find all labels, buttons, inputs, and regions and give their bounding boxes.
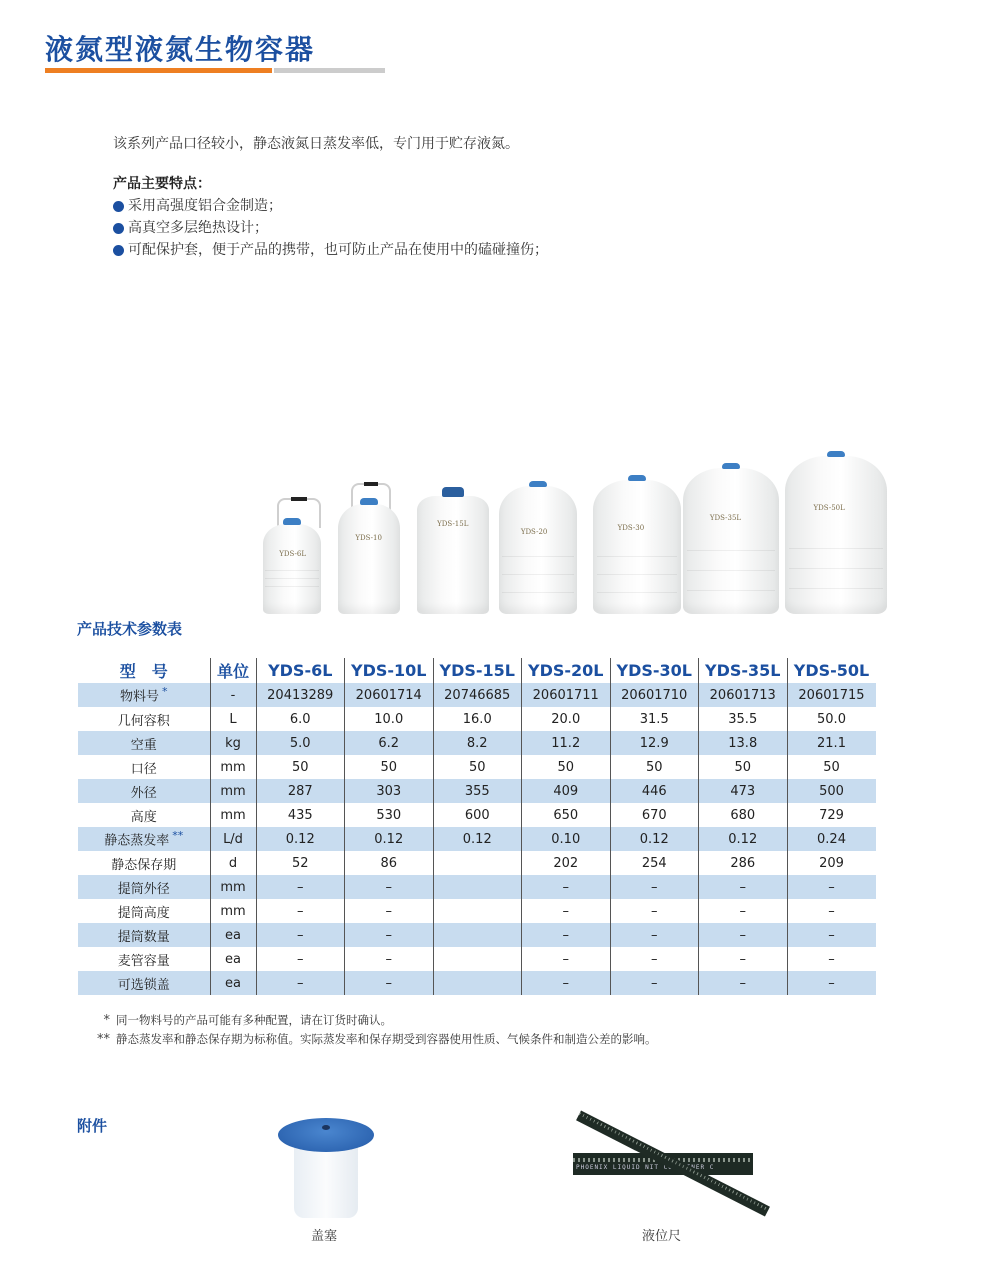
spec-value: – bbox=[699, 899, 788, 923]
param-name: 提筒数量 bbox=[78, 923, 210, 947]
level-ruler-label: 液位尺 bbox=[642, 1229, 682, 1244]
spec-value: – bbox=[256, 875, 345, 899]
bullet-icon bbox=[113, 223, 124, 234]
column-header-yds-20l: YDS-20L bbox=[522, 658, 611, 683]
spec-value: – bbox=[256, 947, 345, 971]
param-name: 静态蒸发率 ** bbox=[78, 827, 210, 851]
spec-value bbox=[433, 923, 522, 947]
spec-value: 446 bbox=[610, 779, 699, 803]
tank-image-yds-35l bbox=[683, 468, 779, 614]
column-header-yds-50l: YDS-50L bbox=[793, 661, 870, 680]
features-list bbox=[113, 195, 548, 261]
spec-row bbox=[78, 803, 876, 827]
lid-stopper-image bbox=[278, 1118, 374, 1220]
spec-value: – bbox=[256, 899, 345, 923]
param-unit: L/d bbox=[210, 827, 256, 851]
param-name: 静态保存期 bbox=[111, 857, 177, 873]
spec-value: 50 bbox=[433, 755, 522, 779]
feature-text: 采用高强度铝合金制造； bbox=[128, 198, 282, 214]
spec-value: 20413289 bbox=[256, 683, 345, 707]
product-photo-lineup bbox=[255, 450, 895, 620]
spec-row bbox=[78, 947, 876, 971]
spec-value: 530 bbox=[345, 803, 434, 827]
footnote-marker: * bbox=[162, 685, 168, 699]
tank-label: YDS-35L bbox=[709, 514, 742, 522]
column-header-yds-6l: YDS-6L bbox=[256, 658, 345, 683]
spec-row bbox=[78, 779, 876, 803]
spec-value: – bbox=[345, 875, 434, 899]
feature-text: 可配保护套，便于产品的携带，也可防止产品在使用中的磕碰撞伤； bbox=[128, 242, 548, 258]
param-unit: mm bbox=[210, 875, 256, 899]
param-unit: mm bbox=[210, 779, 256, 803]
spec-value: 50 bbox=[345, 755, 434, 779]
param-unit: L bbox=[210, 707, 256, 731]
param-name: 可选锁盖 bbox=[78, 971, 210, 995]
accessories-title: 附件 bbox=[77, 1117, 108, 1135]
footnote-mark: ** bbox=[97, 1032, 110, 1047]
param-name: 麦管容量 bbox=[117, 953, 170, 969]
spec-value: 20.0 bbox=[522, 707, 611, 731]
param-unit: mm bbox=[210, 803, 256, 827]
spec-row bbox=[78, 851, 876, 875]
footnote bbox=[84, 1011, 657, 1030]
spec-value: 16.0 bbox=[433, 707, 522, 731]
param-unit: kg bbox=[210, 731, 256, 755]
spec-value: 286 bbox=[699, 851, 788, 875]
spec-value: – bbox=[699, 947, 788, 971]
param-name: 外径 bbox=[78, 779, 210, 803]
tank-image-yds-30 bbox=[593, 480, 681, 614]
spec-value: 600 bbox=[433, 803, 522, 827]
spec-value: – bbox=[828, 951, 835, 967]
spec-value: 20746685 bbox=[433, 683, 522, 707]
spec-value: 35.5 bbox=[699, 707, 788, 731]
tank-image-yds-50l bbox=[785, 456, 887, 614]
footnotes bbox=[84, 1011, 657, 1049]
spec-value: – bbox=[345, 971, 434, 995]
spec-value: 409 bbox=[522, 779, 611, 803]
spec-value: 0.12 bbox=[433, 827, 522, 851]
spec-value: 10.0 bbox=[345, 707, 434, 731]
spec-row bbox=[78, 683, 876, 707]
tank-label: YDS-6L bbox=[279, 550, 306, 558]
param-name: 空重 bbox=[78, 731, 210, 755]
tank-image-yds-15l bbox=[417, 496, 489, 614]
spec-value: – bbox=[345, 899, 434, 923]
spec-value: – bbox=[610, 923, 699, 947]
spec-row bbox=[78, 923, 876, 947]
column-header-unit: 单位 bbox=[210, 658, 256, 683]
spec-value: 287 bbox=[256, 779, 345, 803]
spec-value: 6.0 bbox=[256, 707, 345, 731]
param-unit: mm bbox=[210, 755, 256, 779]
spec-value: – bbox=[345, 947, 434, 971]
spec-value: – bbox=[787, 971, 876, 995]
spec-value: – bbox=[699, 875, 788, 899]
spec-value: 0.12 bbox=[610, 827, 699, 851]
spec-value: 473 bbox=[699, 779, 788, 803]
spec-value: – bbox=[256, 971, 345, 995]
spec-value: 8.2 bbox=[433, 731, 522, 755]
title-underline-accent bbox=[45, 68, 272, 73]
spec-value: 729 bbox=[819, 807, 844, 823]
spec-value: 355 bbox=[433, 779, 522, 803]
spec-value: – bbox=[828, 903, 835, 919]
tank-label: YDS-50L bbox=[813, 504, 845, 512]
tank-label: YDS-15L bbox=[437, 520, 469, 528]
spec-header-row bbox=[78, 658, 876, 683]
column-header-yds-35l: YDS-35L bbox=[699, 658, 788, 683]
spec-value: 12.9 bbox=[610, 731, 699, 755]
spec-value: 20601713 bbox=[699, 683, 788, 707]
spec-value: 50 bbox=[522, 755, 611, 779]
param-name: 提筒外径 bbox=[78, 875, 210, 899]
param-name: 几何容积 bbox=[117, 713, 170, 729]
spec-value: 13.8 bbox=[699, 731, 788, 755]
spec-row bbox=[78, 827, 876, 851]
title-underline-gray bbox=[274, 68, 385, 73]
spec-value: 0.12 bbox=[699, 827, 788, 851]
spec-value: – bbox=[522, 899, 611, 923]
spec-value: 680 bbox=[699, 803, 788, 827]
spec-value: 0.12 bbox=[256, 827, 345, 851]
param-name: 高度 bbox=[130, 809, 157, 825]
feature-item bbox=[113, 195, 548, 217]
spec-value: – bbox=[699, 923, 788, 947]
footnote bbox=[84, 1030, 657, 1049]
param-unit: ea bbox=[210, 947, 256, 971]
spec-value: 11.2 bbox=[522, 731, 611, 755]
spec-value: – bbox=[610, 947, 699, 971]
footnote-text: 静态蒸发率和静态保存期为标称值。实际蒸发率和保存期受到容器使用性质、气候条件和制造公差的影响。 bbox=[116, 1032, 657, 1046]
param-unit: ea bbox=[210, 971, 256, 995]
spec-value: 50.0 bbox=[817, 711, 846, 727]
param-name: 物料号 * bbox=[78, 683, 210, 707]
param-unit: - bbox=[210, 683, 256, 707]
spec-value: – bbox=[522, 947, 611, 971]
spec-table-title: 产品技术参数表 bbox=[77, 620, 183, 638]
spec-value: 303 bbox=[345, 779, 434, 803]
footnote-marker: ** bbox=[172, 829, 184, 843]
feature-item bbox=[113, 217, 548, 239]
spec-value: 650 bbox=[522, 803, 611, 827]
spec-value: 0.24 bbox=[787, 827, 876, 851]
spec-value: 20601710 bbox=[610, 683, 699, 707]
column-header-yds-10l: YDS-10L bbox=[345, 658, 434, 683]
column-header-yds-15l: YDS-15L bbox=[433, 658, 522, 683]
spec-value: – bbox=[522, 971, 611, 995]
feature-text: 高真空多层绝热设计； bbox=[128, 220, 268, 236]
spec-value bbox=[433, 875, 522, 899]
tank-image-yds-20 bbox=[499, 486, 577, 614]
spec-row bbox=[78, 707, 876, 731]
footnote-text: 同一物料号的产品可能有多种配置，请在订货时确认。 bbox=[116, 1013, 392, 1027]
spec-value bbox=[433, 899, 522, 923]
tank-image-yds-10 bbox=[338, 504, 400, 614]
spec-value: – bbox=[345, 923, 434, 947]
spec-value: 6.2 bbox=[345, 731, 434, 755]
spec-value bbox=[433, 971, 522, 995]
spec-value: 20601711 bbox=[522, 683, 611, 707]
page-title: 液氮型液氮生物容器 bbox=[45, 33, 316, 66]
footnote-mark: * bbox=[103, 1013, 110, 1028]
spec-value: – bbox=[610, 899, 699, 923]
ruler-text: PHOENIX LIQUID NIT CONTAINER C bbox=[573, 1153, 753, 1175]
spec-value: – bbox=[522, 875, 611, 899]
spec-row bbox=[78, 875, 876, 899]
spec-value: 50 bbox=[699, 755, 788, 779]
spec-row bbox=[78, 899, 876, 923]
spec-value: 21.1 bbox=[787, 731, 876, 755]
spec-table bbox=[78, 658, 876, 995]
param-unit: mm bbox=[210, 899, 256, 923]
spec-value: 254 bbox=[610, 851, 699, 875]
column-header-yds-30l: YDS-30L bbox=[610, 658, 699, 683]
spec-value: – bbox=[522, 923, 611, 947]
spec-value: 435 bbox=[256, 803, 345, 827]
lid-stopper-label: 盖塞 bbox=[311, 1229, 338, 1244]
spec-row bbox=[78, 731, 876, 755]
spec-value: – bbox=[787, 875, 876, 899]
spec-row bbox=[78, 755, 876, 779]
spec-value: 0.10 bbox=[522, 827, 611, 851]
spec-value: 209 bbox=[819, 855, 844, 871]
features-title: 产品主要特点： bbox=[113, 176, 211, 192]
spec-value: – bbox=[787, 923, 876, 947]
spec-value: 50 bbox=[823, 759, 840, 775]
param-unit: d bbox=[210, 851, 256, 875]
tank-label: YDS-30 bbox=[617, 524, 645, 532]
spec-value: 202 bbox=[522, 851, 611, 875]
spec-value: 31.5 bbox=[610, 707, 699, 731]
tank-label: YDS-10 bbox=[355, 534, 382, 542]
spec-value: 50 bbox=[610, 755, 699, 779]
title-underline bbox=[45, 68, 385, 73]
spec-row bbox=[78, 971, 876, 995]
spec-value: 500 bbox=[787, 779, 876, 803]
feature-item bbox=[113, 239, 548, 261]
spec-value: 20601715 bbox=[787, 683, 876, 707]
param-unit: ea bbox=[210, 923, 256, 947]
intro-text: 该系列产品口径较小，静态液氮日蒸发率低，专门用于贮存液氮。 bbox=[113, 136, 519, 152]
param-name: 提筒高度 bbox=[117, 905, 170, 921]
spec-value: 50 bbox=[256, 755, 345, 779]
spec-value bbox=[433, 851, 522, 875]
spec-value: 86 bbox=[345, 851, 434, 875]
spec-value: – bbox=[699, 971, 788, 995]
spec-value: 5.0 bbox=[256, 731, 345, 755]
bullet-icon bbox=[113, 201, 124, 212]
column-header-model: 型 号 bbox=[119, 662, 168, 681]
spec-value: – bbox=[610, 971, 699, 995]
tank-label: YDS-20 bbox=[520, 528, 548, 536]
spec-value bbox=[433, 947, 522, 971]
param-name: 口径 bbox=[130, 761, 157, 777]
spec-value: 52 bbox=[256, 851, 345, 875]
spec-value: 20601714 bbox=[345, 683, 434, 707]
tank-image-yds-6l bbox=[263, 524, 321, 614]
level-ruler-image bbox=[573, 1110, 758, 1210]
bullet-icon bbox=[113, 245, 124, 256]
spec-value: 0.12 bbox=[345, 827, 434, 851]
spec-value: 670 bbox=[610, 803, 699, 827]
spec-value: – bbox=[256, 923, 345, 947]
spec-value: – bbox=[610, 875, 699, 899]
